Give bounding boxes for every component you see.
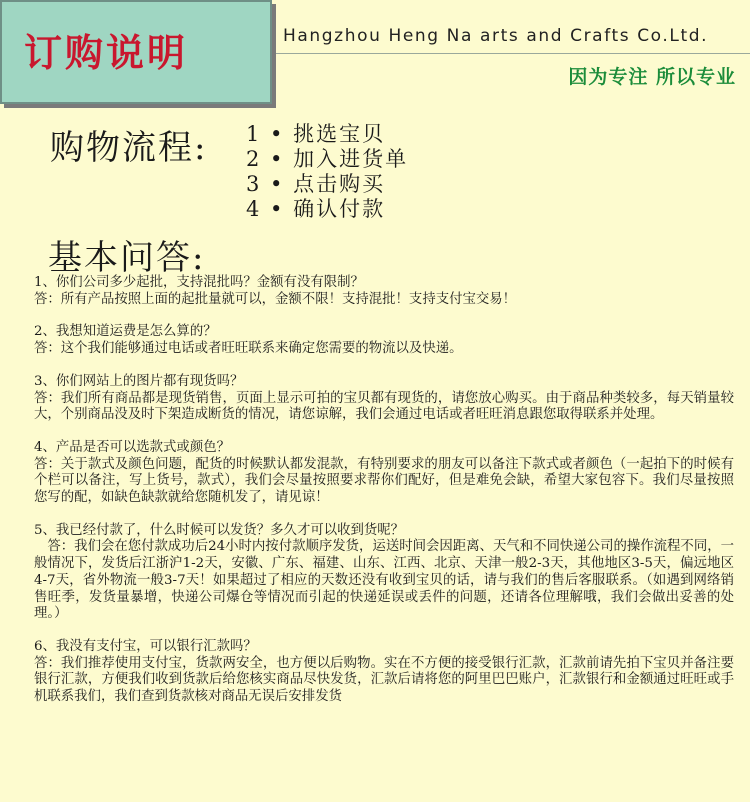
- faq-question: 3、你们网站上的图片都有现货吗？: [34, 373, 244, 389]
- flow-step: 2 • 加入进货单: [246, 147, 409, 171]
- faq-heading: 基本问答:: [48, 238, 206, 278]
- faq-question: 1、你们公司多少起批，支持混批吗？金额有没有限制？: [34, 275, 364, 290]
- page-title: 订购说明: [24, 31, 189, 75]
- faq-item: [34, 374, 734, 424]
- shopping-flow-heading: 购物流程:: [50, 128, 208, 168]
- faq-answer: 答：这个我们能够通过电话或者旺旺联系来确定您需要的物流以及快递。: [34, 341, 463, 357]
- faq-item: [34, 440, 734, 507]
- faq-item: [34, 275, 734, 308]
- header-box: [0, 0, 272, 104]
- flow-step: 4 • 确认付款: [246, 197, 386, 221]
- faq-question: 4、产品是否可以选款式或颜色？: [34, 439, 230, 455]
- faq-question: 5、我已经付款了，什么时候可以发货？多久才可以收到货呢？: [34, 522, 405, 538]
- flow-step: 1 • 挑选宝贝: [246, 122, 386, 146]
- slogan: 因为专注 所以专业: [568, 66, 736, 88]
- faq-answer: 答：我们推荐使用支付宝，货款两安全，也方便以后购物。实在不方便的接受银行汇款，汇款前请先拍下宝贝并备注要银行汇款，方便我们收到货款后给您核实商品尽快发货，汇款后请将您的阿里巴巴账户，汇款银行和金额通过旺旺或手机联系我们，我们查到货款核对商品无误后安排发货: [34, 655, 734, 705]
- company-name: Hangzhou Heng Na arts and Crafts Co.Ltd.: [283, 26, 709, 46]
- header-divider: [276, 53, 750, 54]
- faq-list: [34, 275, 734, 722]
- faq-item: [34, 324, 734, 357]
- faq-answer: 答：我们所有商品都是现货销售，页面上显示可拍的宝贝都有现货的，请您放心购买。由于商品种类较多，每天销量较大，个别商品没及时下架造成断货的情况，请您谅解，我们会通过电话或者旺旺消息跟您取得联系并处理。: [34, 390, 734, 423]
- faq-item: [34, 523, 734, 623]
- faq-item: [34, 639, 734, 706]
- faq-question: 6、我没有支付宝，可以银行汇款吗？: [34, 638, 257, 654]
- faq-answer: 答：关于款式及颜色问题，配货的时候默认都发混款，有特别要求的朋友可以备注下款式或者颜色（一起拍下的时候有个栏可以备注，写上货号，款式），我们会尽量按照要求帮你们配好，但是难免会缺，希望大家包容下。我们尽量按照您写的配，如缺色缺款就给您随机发了，请见谅！: [34, 456, 734, 506]
- faq-question: 2、我想知道运费是怎么算的？: [34, 324, 217, 340]
- faq-answer: 答：所有产品按照上面的起批量就可以，金额不限！支持混批！支持支付宝交易！: [34, 291, 517, 307]
- shopping-flow-steps: [246, 122, 408, 222]
- flow-step: 3 • 点击购买: [246, 172, 386, 196]
- faq-answer: 答：我们会在您付款成功后24小时内按付款顺序发货，运送时间会因距离、天气和不同快递公司的操作流程不同，一般情况下，发货后江浙沪1-2天，安徽、广东、福建、山东、江西、北京、天津一般2-3天，其他地区3-5天，偏远地区4-7天，省外物流一般3-7天！如果超过了相应的天数还没有收到宝贝的话，请与我们的售后客服联系。（如遇到网络销售旺季，发货量暴增，快递公司爆仓等情况而引起的快递延误或丢件的问题，还请各位理解哦，我们会做出妥善的处理。）: [34, 539, 734, 622]
